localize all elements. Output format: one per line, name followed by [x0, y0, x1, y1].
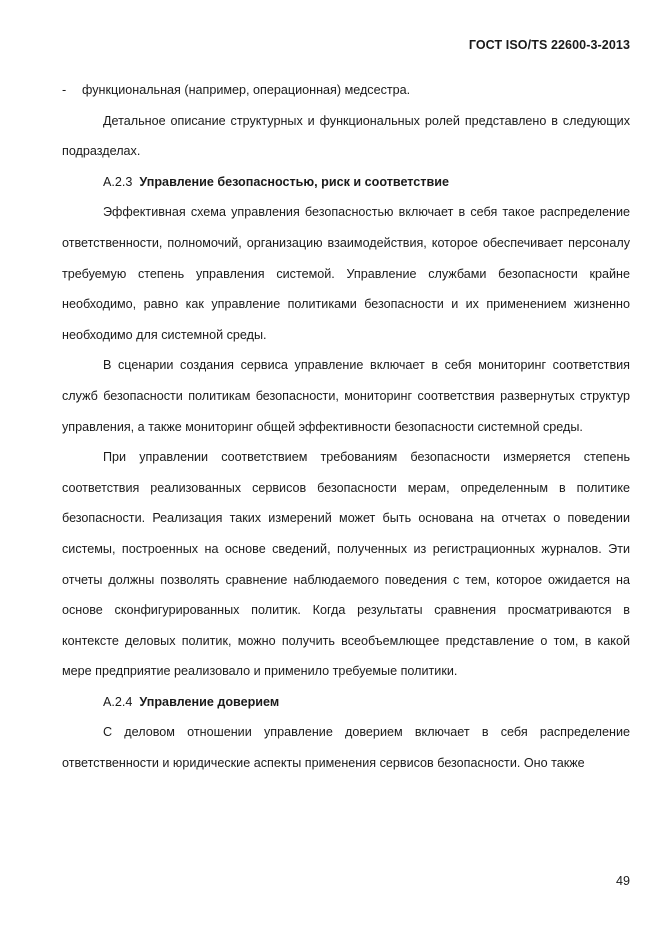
paragraph: Детальное описание структурных и функциональных ролей представлено в следующих подразделах.: [62, 113, 630, 159]
paragraph: Эффективная схема управления безопасностью включает в себя такое распределение ответственности, полномочий, организацию взаимодействия, которое обеспечивает персоналу требуемую степень управления системой. Управление службами безопасности крайне необходимо, равно как управление политиками безопасности и их применением жизненно необходимо для системной среды.: [62, 205, 630, 342]
section-title: Управление безопасностью, риск и соответствие: [139, 174, 449, 189]
paragraph: В сценарии создания сервиса управление включает в себя мониторинг соответствия служб безопасности политикам безопасности, мониторинг соответствия развернутых структур управления, а также мониторинг общей эффективности безопасности системной среды.: [62, 358, 630, 434]
paragraph: С деловом отношении управление доверием включает в себя распределение ответственности и юридические аспекты применения сервисов безопасности. Оно также: [62, 725, 630, 771]
section-number: А.2.3: [103, 174, 133, 189]
section-heading-a24: [62, 687, 630, 718]
section-title: Управление доверием: [139, 694, 280, 709]
page-content: [62, 75, 630, 779]
list-marker: -: [62, 83, 67, 97]
paragraph: При управлении соответствием требованиям безопасности измеряется степень соответствия реализованных сервисов безопасности мерам, определенным в политике безопасности. Реализация таких измерений может быть основана на отчетах о поведении системы, построенных на основе сведений, полученных из регистрационных журналов. Эти отчеты должны позволять сравнение наблюдаемого поведения с тем, которое ожидается на основе сконфигурированных политик. Когда результаты сравнения просматриваются в контексте деловых политик, можно получить всеобъемлющее представление о том, в какой мере предприятие реализовало и применило требуемые политики.: [62, 450, 630, 679]
list-item: [62, 75, 630, 106]
page-number: 49: [615, 874, 630, 888]
section-heading-a23: [62, 167, 630, 198]
document-header: ГОСТ ISO/TS 22600-3-2013: [468, 38, 630, 52]
list-item-text: функциональная (например, операционная) медсестра.: [82, 83, 411, 97]
section-number: А.2.4: [103, 694, 133, 709]
